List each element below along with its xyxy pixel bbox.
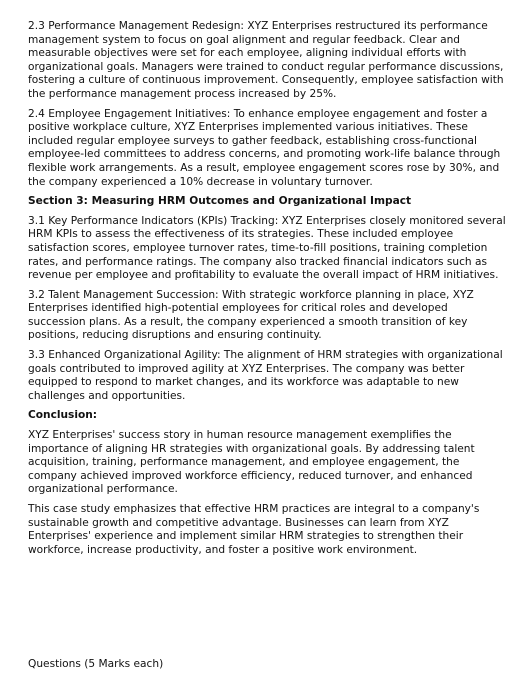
conclusion-heading: Conclusion: [28,409,98,422]
paragraph-conclusion-emphasis: This case study emphasizes that effective HRM practices are integral to a company's sustainable growth and competitive advantage. Businesses can learn from XYZ Enterprises' experience and implement similar HRM strategies to strengthen their workforce, increase productivity, and foster a positive work environment. [28,503,480,556]
paragraph-conclusion-summary: XYZ Enterprises' success story in human resource management exemplifies the importance of aligning HR strategies with organizational goals. By addressing talent acquisition, training, performance management, and employee engagement, the company achieved improved workforce efficiency, reduced turnover, and enhanced organizational performance. [28,429,475,496]
paragraph-kpi-tracking: 3.1 Key Performance Indicators (KPIs) Tracking: XYZ Enterprises closely monitored several HRM KPIs to assess the effectiveness of its strategies. These included employee satisfaction scores, employee turnover rates, time-to-fill positions, training completion rates, and performance ratings. The company also tracked financial indicators such as revenue per employee and profitability to evaluate the overall impact of HRM initiatives. [28,214,506,282]
paragraph-performance-management-redesign: 2.3 Performance Management Redesign: XYZ Enterprises restructured its performance management system to focus on goal alignment and regular feedback. Clear and measurable objectives were set for each employee, aligning individual efforts with organizational goals. Managers were trained to conduct regular performance discussions, fostering a culture of continuous improvement. Consequently, employee satisfaction with the performance management process increased by 25%. [28,20,504,100]
questions-label: Questions (5 Marks each) [28,658,164,670]
paragraph-employee-engagement-initiatives: 2.4 Employee Engagement Initiatives: To enhance employee engagement and foster a positive workplace culture, XYZ Enterprises implemented various initiatives. These included regular employee surveys to gather feedback, establishing cross-functional employee-led committees to address concerns, and promoting work-life balance through flexible work arrangements. As a result, employee engagement scores rose by 30%, and the company experienced a 10% decrease in voluntary turnover. [28,107,501,188]
paragraph-organizational-agility: 3.3 Enhanced Organizational Agility: The alignment of HRM strategies with organizational goals contributed to improved agility at XYZ Enterprises. The company was better equipped to respond to market changes, and its workforce was adaptable to new challenges and opportunities. [28,349,503,402]
document-body [28,20,506,563]
paragraph-talent-management-succession: 3.2 Talent Management Succession: With strategic workforce planning in place, XYZ Enterprises identified high-potential employees for critical roles and developed succession plans. As a result, the company experienced a smooth transition of key positions, reducing disruptions and ensuring continuity. [28,288,474,342]
section-3-heading: Section 3: Measuring HRM Outcomes and Organizational Impact [28,195,412,208]
